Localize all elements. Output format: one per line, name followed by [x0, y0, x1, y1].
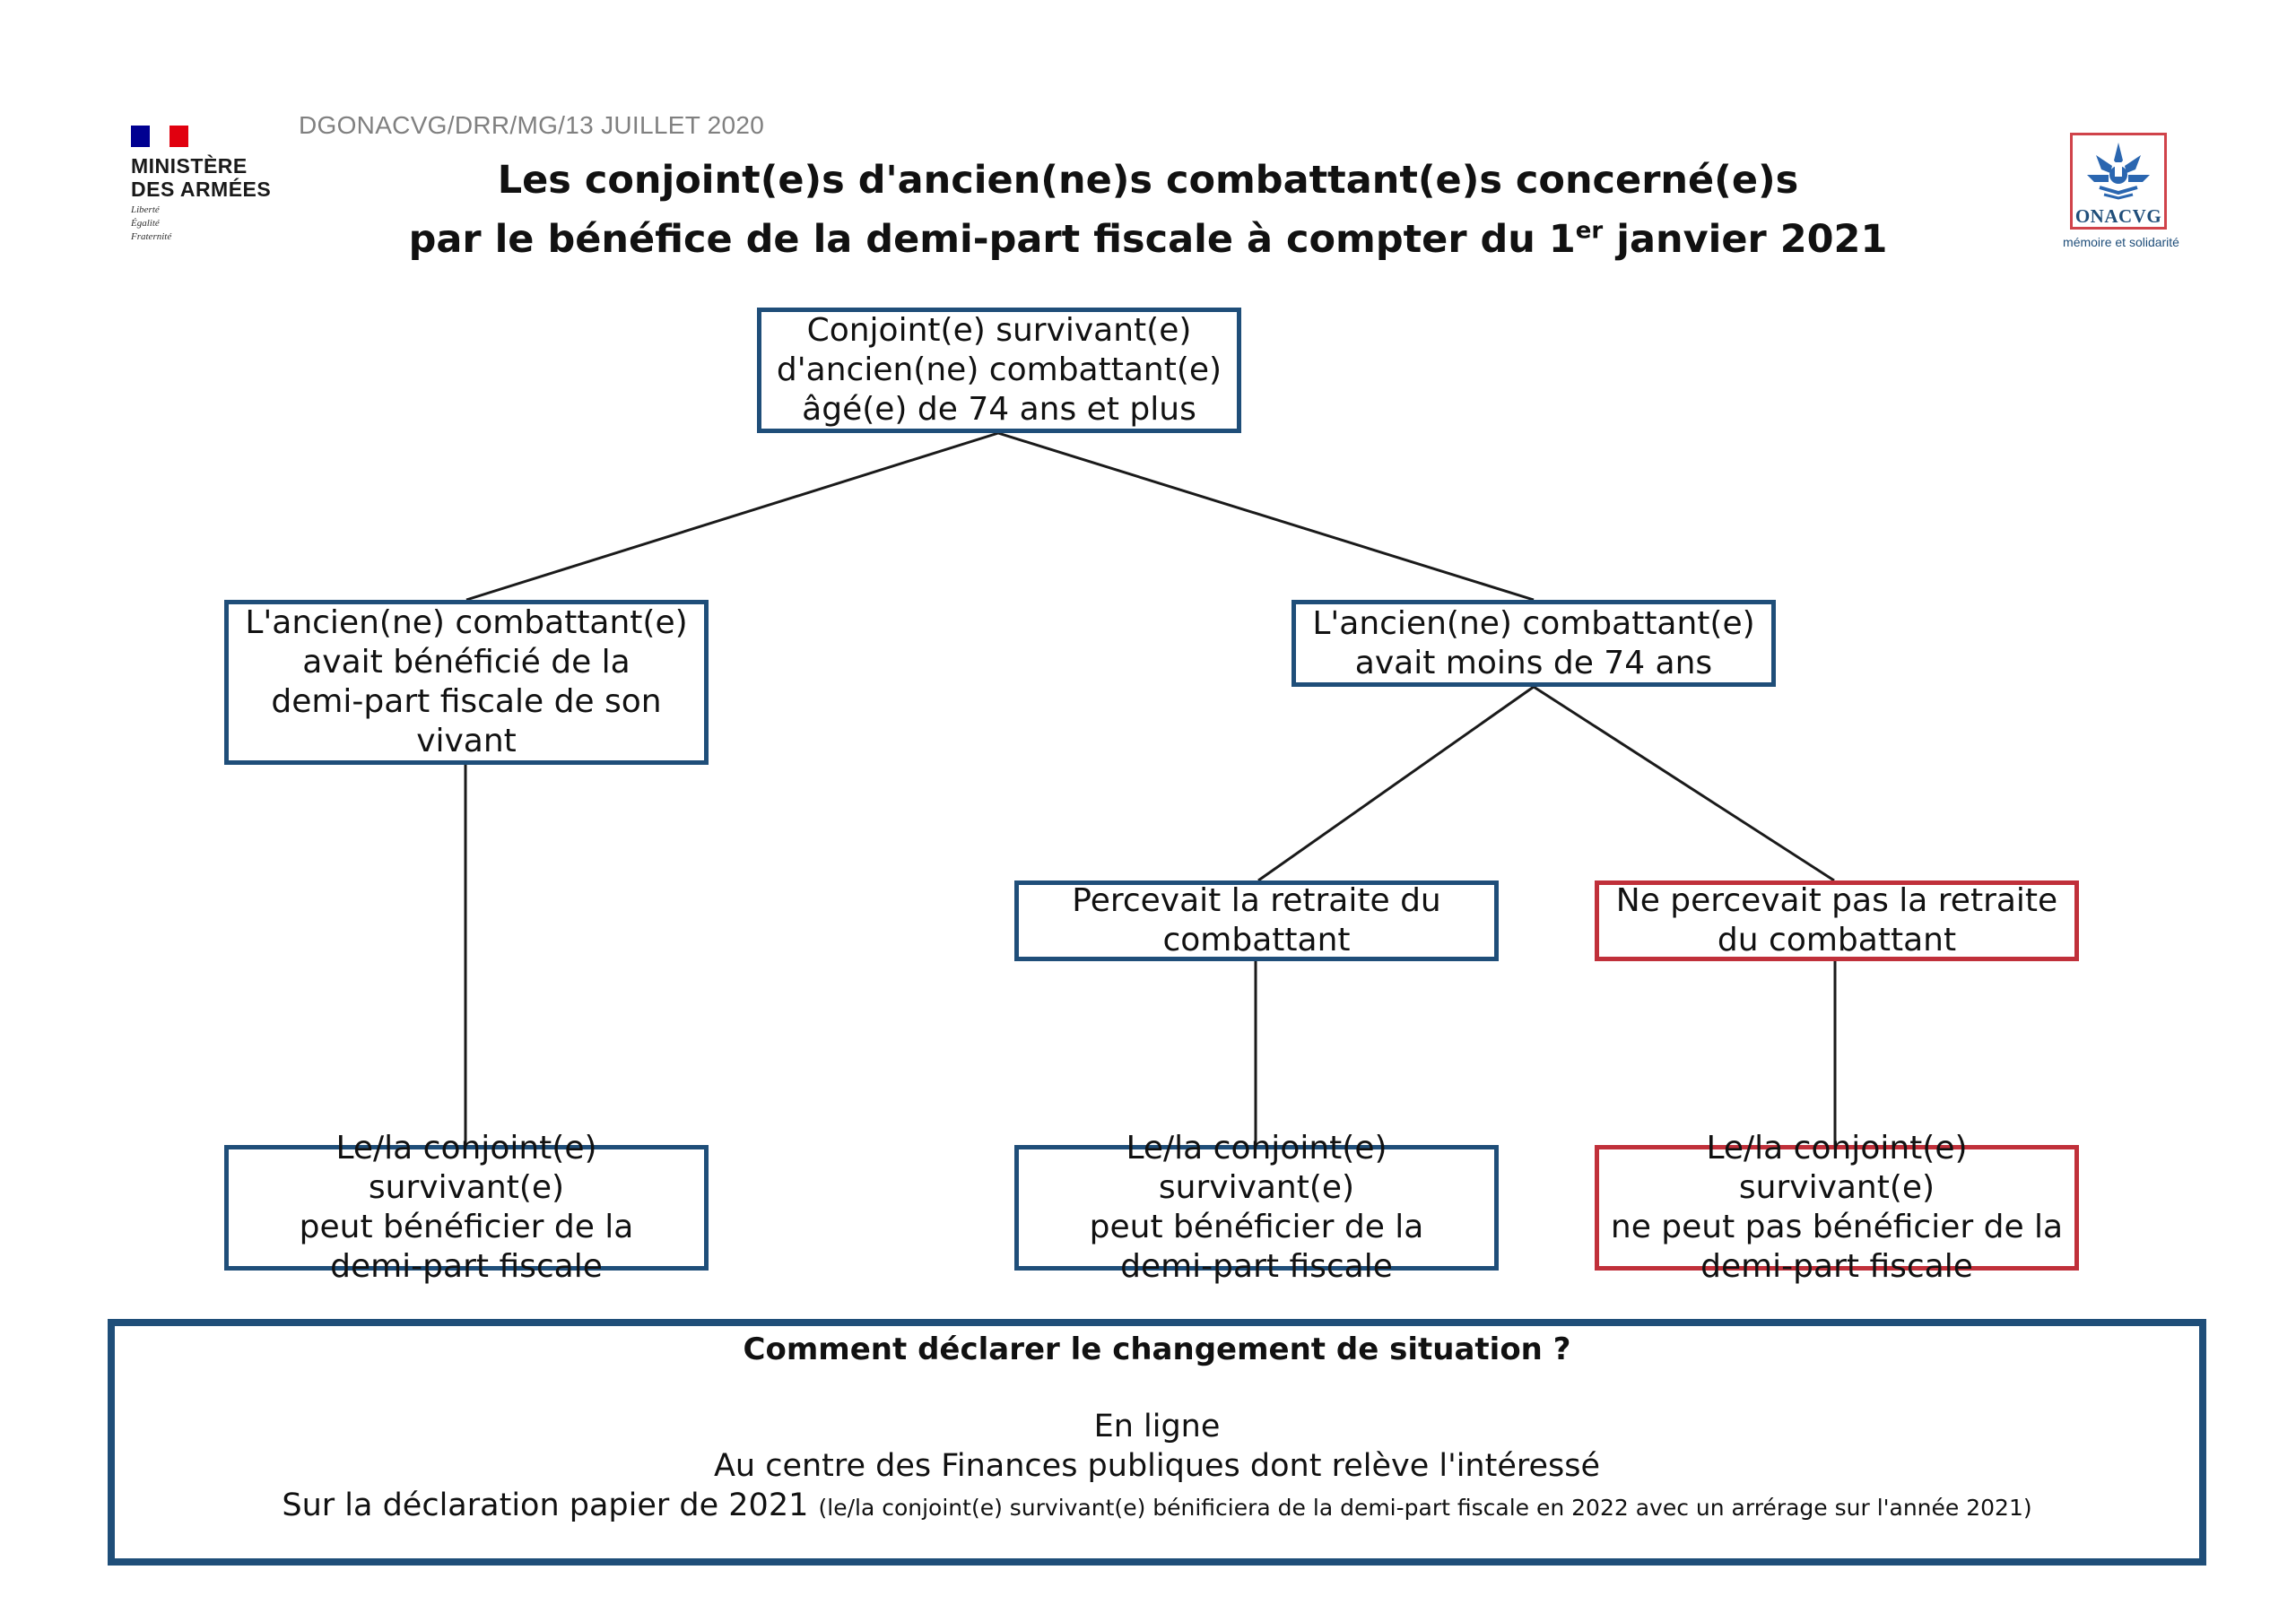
title-superscript: er [1575, 217, 1604, 245]
declaration-info-box [108, 1319, 2206, 1566]
onacvg-logo-text: ONACVG [2074, 205, 2162, 227]
node-retraite-yes [1014, 880, 1499, 961]
connector-right-yes [1258, 687, 1534, 880]
node-line: L'ancien(ne) combattant(e) [245, 604, 688, 641]
node-line: Le/la conjoint(e) survivant(e) [335, 1130, 597, 1206]
node-line: d'ancien(ne) combattant(e) [776, 351, 1222, 388]
node-line: demi-part fiscale [1120, 1248, 1393, 1285]
node-line: demi-part fiscale de son [271, 683, 662, 720]
node-line: âgé(e) de 74 ans et plus [802, 391, 1196, 428]
onacvg-tagline: mémoire et solidarité [2063, 235, 2179, 249]
connector-right-no [1534, 687, 1834, 880]
result-right [1595, 1130, 2079, 1285]
result-left [224, 1130, 709, 1285]
node-line: L'ancien(ne) combattant(e) [1312, 604, 1755, 642]
motto-line: Égalité [131, 218, 160, 229]
node-left-branch [224, 600, 709, 765]
info-line-paper [115, 1488, 2199, 1523]
motto-line: Fraternité [131, 231, 172, 242]
node-right-branch [1292, 600, 1776, 687]
title-text: janvier 2021 [1603, 217, 1888, 262]
connector-root-right [998, 433, 1534, 600]
node-line: Conjoint(e) survivant(e) [806, 312, 1192, 349]
node-line: Le/la conjoint(e) survivant(e) [1126, 1130, 1387, 1206]
node-line: peut bénéficier de la [1089, 1209, 1424, 1245]
result-middle [1014, 1130, 1499, 1285]
ministry-line1: MINISTÈRE [131, 154, 248, 178]
node-line: Le/la conjoint(e) survivant(e) [1706, 1130, 1968, 1206]
node-line: peut bénéficier de la [299, 1209, 634, 1245]
node-line: combattant [1162, 922, 1351, 958]
page-title-line1: Les conjoint(e)s d'ancien(ne)s combattant(e)s concerné(e)s [497, 158, 1799, 203]
node-line: ne peut pas bénéficier de la [1610, 1209, 2064, 1245]
info-line-online: En ligne [1093, 1409, 1221, 1444]
node-retraite-no [1595, 880, 2079, 961]
node-line: vivant [416, 723, 517, 759]
connector-root-left [466, 433, 998, 600]
info-paper-text: Sur la déclaration papier de 2021 [282, 1488, 809, 1523]
info-paper-note: (le/la conjoint(e) survivant(e) bénificiera de la demi-part fiscale en 2022 avec un arrérage sur l'année 2021) [818, 1495, 2032, 1521]
root-node [757, 308, 1241, 433]
title-text: par le bénéfice de la demi-part fiscale à compter du 1 [408, 217, 1576, 262]
node-line: Ne percevait pas la retraite [1615, 882, 2058, 919]
info-line-centre: Au centre des Finances publiques dont relève l'intéressé [713, 1448, 1601, 1484]
document-reference: DGONACVG/DRR/MG/13 JUILLET 2020 [299, 111, 765, 139]
node-line: du combattant [1717, 922, 1957, 958]
node-line: demi-part fiscale [1700, 1248, 1973, 1285]
motto-line: Liberté [131, 204, 160, 215]
info-heading: Comment déclarer le changement de situation ? [743, 1331, 1571, 1367]
ministry-line2: DES ARMÉES [131, 178, 272, 201]
node-line: Percevait la retraite du [1072, 882, 1441, 919]
node-line: avait bénéficié de la [302, 644, 631, 681]
node-line: demi-part fiscale [330, 1248, 603, 1285]
node-line: avait moins de 74 ans [1354, 644, 1713, 681]
